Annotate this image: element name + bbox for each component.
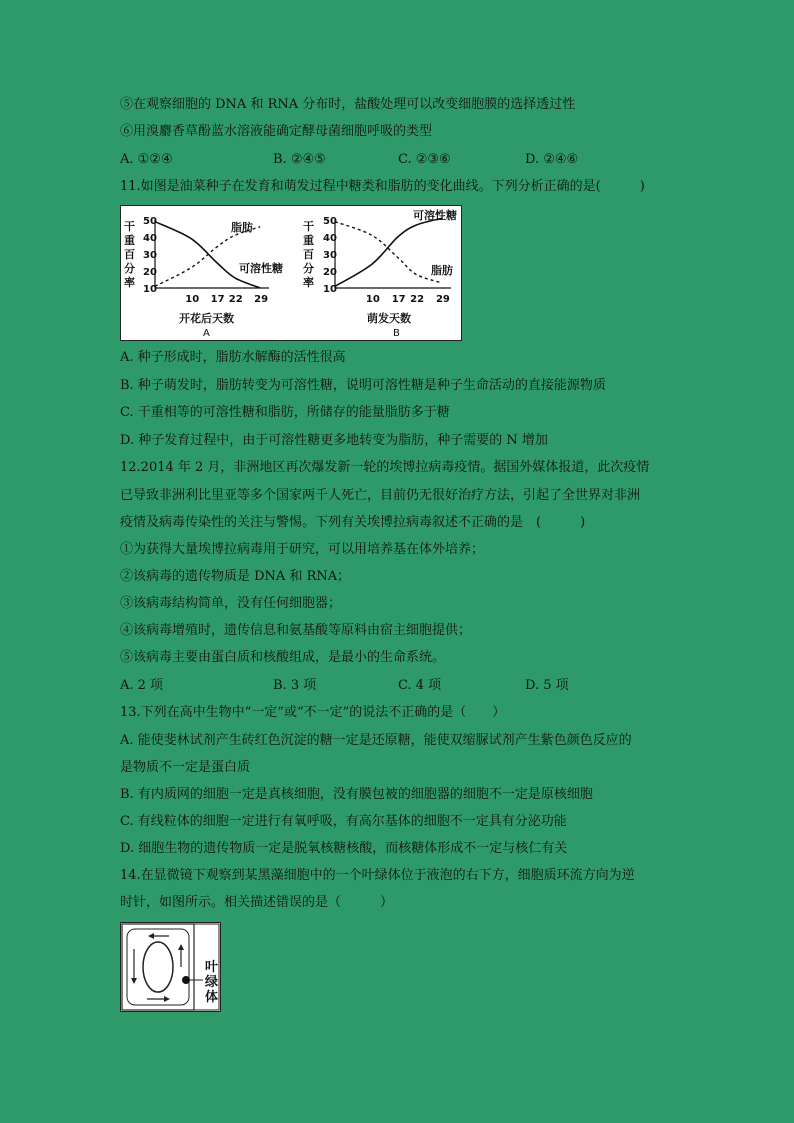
chart-b-ylabel-1: 干: [303, 220, 314, 233]
chart-b-fat-label: 脂肪: [431, 264, 453, 277]
chart-a-ylabel-5: 率: [124, 276, 135, 289]
figure-label-1: 叶: [205, 960, 219, 975]
chart-a-ylabel-2: 重: [124, 234, 135, 247]
arrow-left-icon: [148, 933, 154, 939]
cell-wall-outer: [122, 924, 194, 1010]
chart-b-ylabel-5: 率: [303, 276, 314, 289]
q14-cell-figure: [120, 922, 221, 1012]
chart-a-fat-label: 脂肪: [231, 221, 253, 234]
chart-a-ytick-50: 50: [143, 216, 157, 227]
chart-b-xtick-29: 29: [435, 294, 450, 305]
chart-a-xtick-29: 29: [254, 294, 269, 305]
chart-a-ytick-40: 40: [143, 233, 157, 244]
chart-a-xtick-22: 22: [228, 294, 243, 305]
chart-b-ytick-10: 10: [323, 284, 337, 295]
q11-option-d: D. 种子发育过程中，由于可溶性糖更多地转变为脂肪，种子需要的 N 增加: [120, 433, 548, 448]
chart-b-xlabel: 萌发天数: [367, 312, 411, 325]
chart-a-xtick-10: 10: [185, 294, 200, 305]
q13-option-d: D. 细胞生物的遗传物质一定是脱氧核糖核酸，而核糖体形成不一定与核仁有关: [120, 841, 568, 856]
q10-option-a: A. ①②④: [120, 152, 173, 167]
q14-stem-2: 时针，如图所示。相关描述错误的是（ ）: [120, 895, 394, 910]
q11-option-b: B. 种子萌发时，脂肪转变为可溶性糖，说明可溶性糖是种子生命活动的直接能源物质: [120, 378, 606, 393]
arrow-right-icon: [164, 996, 170, 1002]
arrow-down-icon: [131, 978, 137, 984]
q11-option-c: C. 干重相等的可溶性糖和脂肪，所储存的能量脂肪多于糖: [120, 405, 450, 420]
q12-item-1: ①为获得大量埃博拉病毒用于研究，可以用培养基在体外培养；: [120, 542, 485, 557]
chart-b-sugar-label: 可溶性糖: [413, 209, 457, 222]
q13-option-c: C. 有线粒体的细胞一定进行有氧呼吸，有高尔基体的细胞不一定具有分泌功能: [120, 814, 567, 829]
chart-a-series-fat: [155, 227, 260, 286]
figure-label-2: 绿: [205, 975, 219, 990]
q11-charts: [121, 206, 461, 340]
chart-b-series-fat: [335, 222, 442, 283]
cell-membrane: [127, 929, 189, 1005]
chart-b-xtick-10: 10: [365, 294, 380, 305]
chart-b-ytick-50: 50: [323, 216, 337, 227]
q12-item-4: ④该病毒增殖时，遗传信息和氨基酸等原料由宿主细胞提供；: [120, 623, 472, 638]
q11-option-a: A. 种子形成时，脂肪水解酶的活性很高: [120, 350, 346, 365]
q10-option-c: C. ②③⑥: [398, 152, 451, 167]
statement-6: ⑥用溴麝香草酚蓝水溶液能确定酵母菌细胞呼吸的类型: [120, 124, 433, 139]
chart-b-xtick-22: 22: [410, 294, 425, 305]
chart-a-panel-label: A: [203, 328, 210, 339]
statement-5: ⑤在观察细胞的 DNA 和 RNA 分布时，盐酸处理可以改变细胞膜的选择透过性: [120, 97, 576, 112]
chart-b-panel-label: B: [393, 328, 400, 339]
q13-stem: 13.下列在高中生物中“一定”或“不一定”的说法不正确的是（ ）: [120, 705, 506, 720]
q12-item-2: ②该病毒的遗传物质是 DNA 和 RNA；: [120, 569, 351, 584]
chart-a-ylabel-4: 分: [124, 262, 135, 275]
chart-b-xtick-17: 17: [391, 294, 406, 305]
q12-option-a: A. 2 项: [120, 678, 164, 693]
q13-option-b: B. 有内质网的细胞一定是真核细胞，没有膜包被的细胞器的细胞不一定是原核细胞: [120, 787, 593, 802]
chart-b: [303, 208, 457, 339]
chart-b-ylabel-4: 分: [303, 262, 314, 275]
chart-a-sugar-label: 可溶性糖: [239, 262, 283, 275]
chart-a: [124, 216, 283, 339]
chart-b-ytick-40: 40: [323, 233, 337, 244]
chart-a-xtick-17: 17: [210, 294, 225, 305]
chart-a-ytick-10: 10: [143, 284, 157, 295]
chart-b-ytick-30: 30: [323, 250, 337, 261]
q10-option-d: D. ②④⑥: [525, 152, 579, 167]
q10-option-b: B. ②④⑤: [273, 152, 326, 167]
q12-stem-3: 疫情及病毒传染性的关注与警惕。下列有关埃博拉病毒叙述不正确的是 ( ): [120, 515, 586, 530]
q13-option-a-line1: A. 能使斐林试剂产生砖红色沉淀的糖一定是还原糖，能使双缩脲试剂产生紫色颜色反应的: [120, 733, 632, 748]
chart-a-ylabel-3: 百: [124, 248, 135, 261]
figure-label-3: 体: [205, 990, 219, 1005]
q11-stem: 11.如图是油菜种子在发育和萌发过程中糖类和脂肪的变化曲线。下列分析正确的是( ): [120, 179, 645, 194]
q12-item-3: ③该病毒结构简单，没有任何细胞器；: [120, 596, 342, 611]
arrow-up-icon: [178, 944, 184, 950]
chart-a-ylabel-1: 干: [124, 220, 135, 233]
q12-stem-1: 12.2014 年 2 月，非洲地区再次爆发新一轮的埃博拉病毒疫情。据国外媒体报道，此次疫情: [120, 460, 650, 475]
q13-option-a-line2: 是物质不一定是蛋白质: [120, 760, 251, 775]
q12-stem-2: 已导致非洲利比里亚等多个国家两千人死亡，目前仍无很好治疗方法，引起了全世界对非洲: [120, 488, 641, 503]
chart-a-xlabel: 开花后天数: [179, 312, 234, 325]
vacuole: [143, 942, 173, 992]
chloroplast-dot: [182, 976, 190, 984]
q12-option-c: C. 4 项: [398, 678, 442, 693]
chart-b-ylabel-2: 重: [303, 234, 314, 247]
chart-b-ylabel-3: 百: [303, 248, 314, 261]
chart-b-ytick-20: 20: [323, 267, 337, 278]
chart-b-series-sugar: [335, 218, 442, 286]
q12-option-d: D. 5 项: [525, 678, 569, 693]
q14-stem-1: 14.在显微镜下观察到某黑藻细胞中的一个叶绿体位于液泡的右下方，细胞质环流方向为逆: [120, 868, 635, 883]
q12-option-b: B. 3 项: [273, 678, 317, 693]
q11-figure: [120, 205, 462, 341]
q12-item-5: ⑤该病毒主要由蛋白质和核酸组成，是最小的生命系统。: [120, 650, 446, 665]
chart-a-ytick-20: 20: [143, 267, 157, 278]
chart-a-ytick-30: 30: [143, 250, 157, 261]
